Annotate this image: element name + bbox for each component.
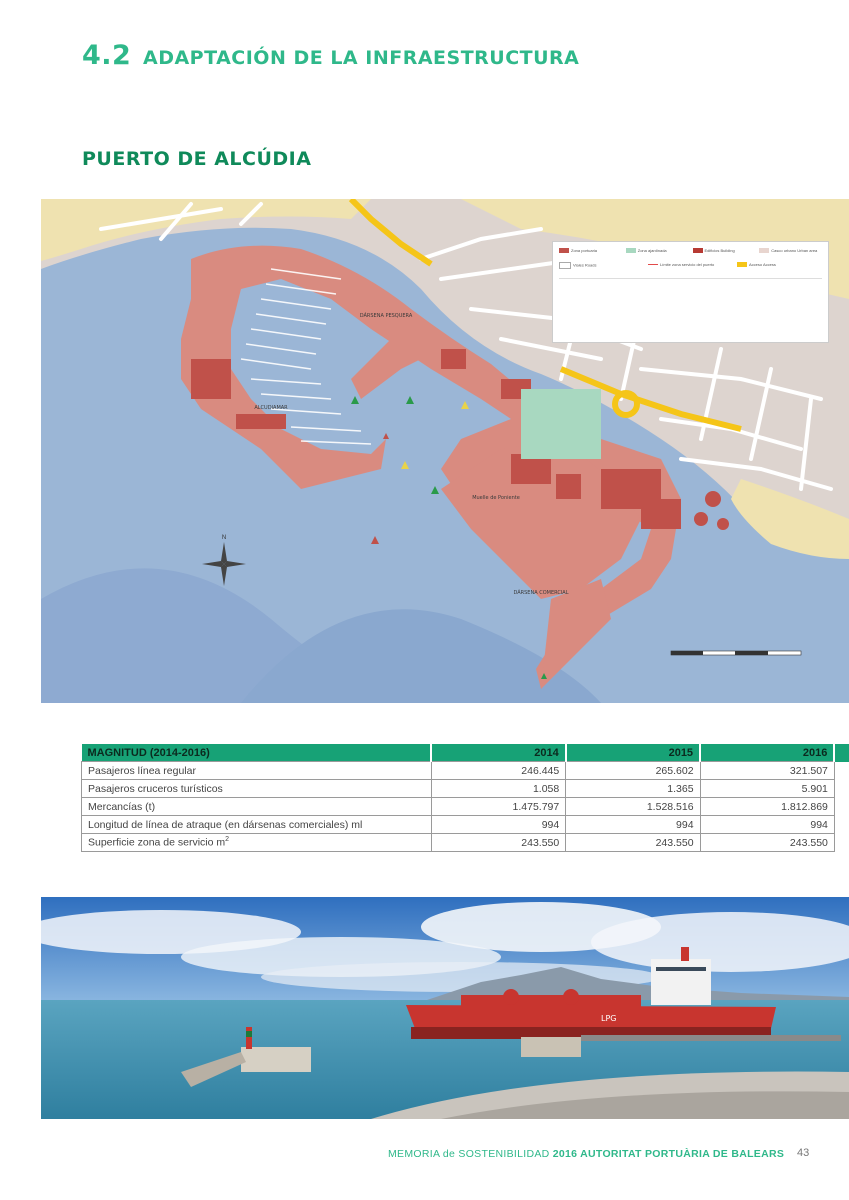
cell-2014: 1.058 bbox=[431, 780, 565, 798]
row-label: Pasajeros cruceros turísticos bbox=[82, 780, 432, 798]
port-title: PUERTO DE ALCÚDIA bbox=[82, 148, 312, 170]
table-row bbox=[82, 762, 849, 780]
row-label: Superficie zona de servicio $m^2$ bbox=[82, 834, 432, 852]
cell-2016: 243.550 bbox=[700, 834, 834, 852]
map-label-alcudiamar: ALCUDIAMAR bbox=[254, 405, 288, 411]
legend-swatch bbox=[759, 248, 769, 253]
legend-swatch bbox=[737, 262, 747, 267]
cell-2014: 246.445 bbox=[431, 762, 565, 780]
compass-north-label: N bbox=[221, 535, 227, 541]
page-number: 43 bbox=[797, 1147, 810, 1159]
cell-2014: 243.550 bbox=[431, 834, 565, 852]
legend-item-acceso: Acceso Access bbox=[737, 262, 822, 269]
legend-swatch bbox=[648, 264, 658, 265]
cell-2016: 5.901 bbox=[700, 780, 834, 798]
cell-2015: 243.550 bbox=[566, 834, 700, 852]
footer-org: 2016 AUTORITAT PORTUÀRIA DE BALEARS bbox=[552, 1148, 785, 1160]
header-2016: 2016 bbox=[700, 744, 834, 762]
table-row bbox=[82, 834, 849, 852]
footer-prefix: MEMORIA de SOSTENIBILIDAD bbox=[388, 1148, 550, 1160]
port-map bbox=[41, 199, 849, 703]
cell-2016: 321.507 bbox=[700, 762, 834, 780]
cell-2016: 1.812.869 bbox=[700, 798, 834, 816]
legend-swatch bbox=[626, 248, 636, 253]
cell-2015: 265.602 bbox=[566, 762, 700, 780]
harbor-photo bbox=[41, 897, 849, 1119]
row-label: Pasajeros línea regular bbox=[82, 762, 432, 780]
footer bbox=[388, 1148, 784, 1160]
cell-2015: 1.528.516 bbox=[566, 798, 700, 816]
scale-bar bbox=[671, 651, 801, 655]
legend-item-zona-portuaria: Zona portuaria bbox=[559, 248, 622, 253]
map-label-pesquera: DÁRSENA PESQUERA bbox=[359, 313, 413, 319]
table-row bbox=[82, 780, 849, 798]
legend-item-casco-urbano: Casco urbano Urban area bbox=[759, 248, 822, 253]
legend-item-viales: Viales Roads bbox=[559, 262, 644, 269]
cell-2015: 1.365 bbox=[566, 780, 700, 798]
row-label: Longitud de línea de atraque (en dársenas comerciales) ml bbox=[82, 816, 432, 834]
legend-swatch bbox=[693, 248, 703, 253]
legend-item-zona-ajardinada: Zona ajardinada bbox=[626, 248, 689, 253]
legend-item-limite: Límite zona servicio del puerto bbox=[648, 262, 733, 269]
cell-2015: 994 bbox=[566, 816, 700, 834]
header-2015: 2015 bbox=[566, 744, 700, 762]
table-header-row bbox=[82, 744, 849, 762]
table-row bbox=[82, 816, 849, 834]
row-label: Mercancías (t) bbox=[82, 798, 432, 816]
legend-swatch bbox=[559, 262, 571, 269]
section-heading: ADAPTACIÓN DE LA INFRAESTRUCTURA bbox=[142, 47, 580, 69]
superscript: 2 bbox=[225, 836, 230, 844]
table-row bbox=[82, 798, 849, 816]
cell-2014: 994 bbox=[431, 816, 565, 834]
map-legend bbox=[552, 241, 829, 343]
magnitudes-table bbox=[81, 744, 849, 852]
section-number: 4.2 bbox=[82, 40, 132, 71]
ship-name: LPG bbox=[601, 1014, 617, 1023]
legend-item-edificios: Edificios Building bbox=[693, 248, 756, 253]
section-title bbox=[82, 34, 579, 72]
header-magnitud: MAGNITUD (2014-2016) bbox=[82, 744, 432, 762]
map-label-darsena-comercial: DÁRSENA COMERCIAL bbox=[513, 590, 569, 596]
cell-2014: 1.475.797 bbox=[431, 798, 565, 816]
header-2014: 2014 bbox=[431, 744, 565, 762]
map-label-muelle-poniente: Muelle de Poniente bbox=[472, 495, 520, 501]
harbor-photo-illustration bbox=[41, 897, 849, 1119]
legend-swatch bbox=[559, 248, 569, 253]
cell-2016: 994 bbox=[700, 816, 834, 834]
